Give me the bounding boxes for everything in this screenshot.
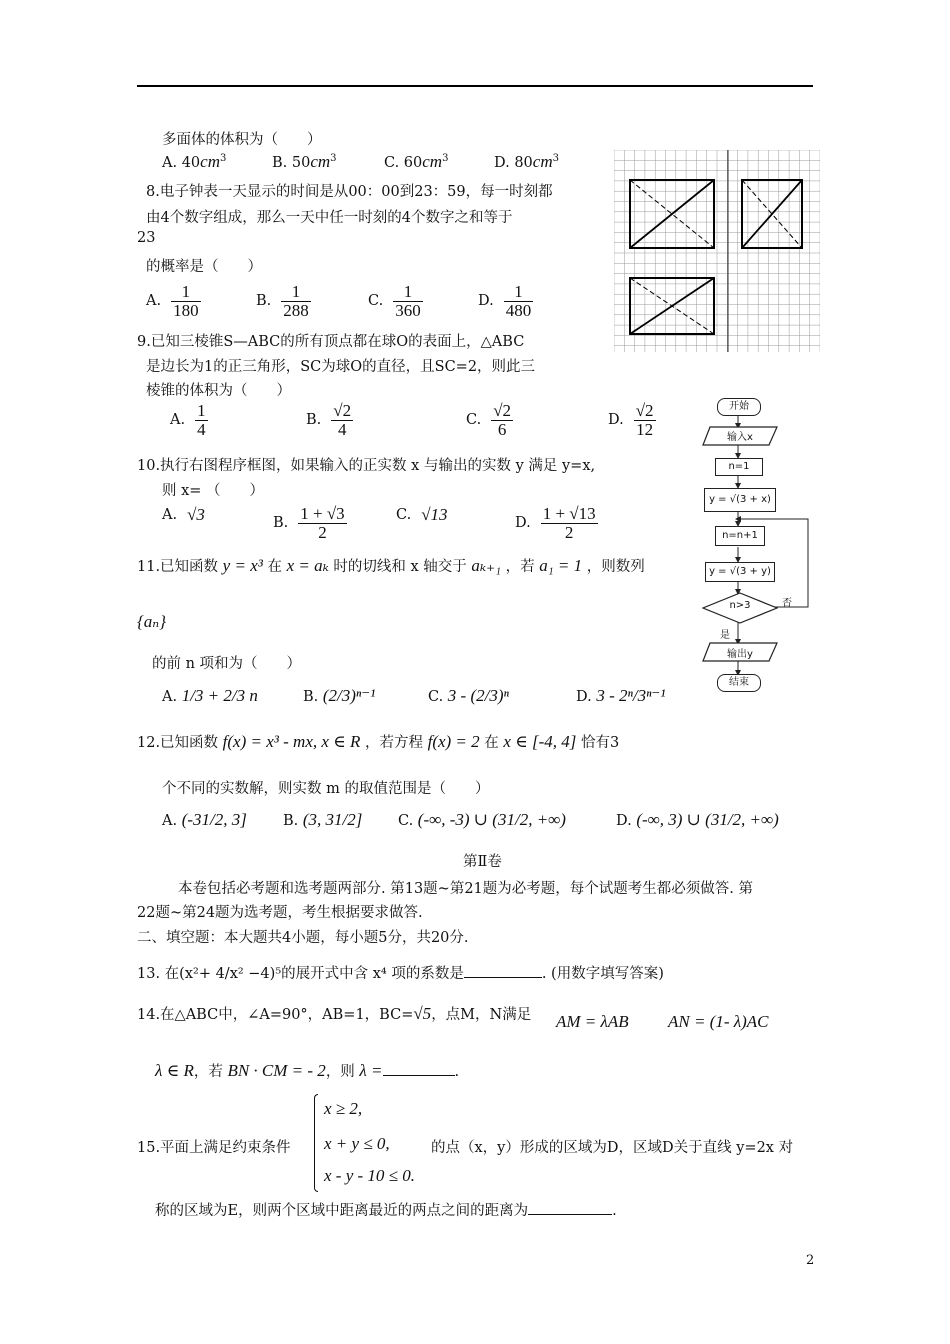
q7-option (162, 152, 226, 172)
option-letter: C. (368, 293, 384, 310)
q11-line1 (137, 555, 645, 576)
q13-blank[interactable] (464, 977, 542, 978)
option-numerator: √2 (493, 401, 512, 420)
q9-option (170, 402, 208, 439)
flowchart-output: 输出y (727, 649, 753, 660)
q14-ze: ，则 (325, 1064, 355, 1080)
option-denominator: 360 (395, 300, 421, 320)
option-letter: B. (256, 293, 272, 310)
option-value: 3 - 2ⁿ/3ⁿ⁻¹ (596, 686, 666, 705)
flowchart-no: 否 (782, 598, 792, 609)
q11-next: aₖ₊₁ (471, 556, 501, 575)
option-denominator: 2 (564, 522, 574, 542)
option-letter: D. (576, 689, 592, 705)
flowchart-n-inc: n=n+1 (715, 526, 765, 546)
q13-label: 13. (137, 966, 161, 982)
option-value: (2/3)ⁿ⁻¹ (322, 686, 376, 705)
q13-tail: . (用数字填写答案) (541, 966, 664, 982)
option-letter: D. (515, 515, 531, 532)
option-numerator: 1 + √13 (542, 504, 596, 523)
option-numerator: √2 (333, 401, 352, 420)
option-numerator: 1 + √3 (300, 504, 345, 523)
q10-option (162, 505, 205, 525)
option-fraction (331, 402, 353, 439)
q12-line2: 个不同的实数解，则实数 m 的取值范围是（ ） (162, 781, 490, 797)
option-unit: cm (422, 152, 443, 171)
q12-option (283, 810, 362, 830)
q7-stem: 多面体的体积为（ ） (162, 132, 322, 148)
q12-eq: f(x) = 2 (427, 732, 480, 751)
q8-line4: 的概率是（ ） (146, 259, 262, 275)
flowchart-n1: n=1 (715, 458, 763, 476)
option-value: (-∞, 3) ∪ (31/2, +∞) (636, 810, 779, 829)
part2-title: 第Ⅱ卷 (463, 854, 502, 870)
q15-line2 (155, 1199, 617, 1220)
q10-line1: 10.执行右图程序框图，如果输入的正实数 x 与输出的实数 y 满足 y=x, (137, 458, 596, 474)
option-denominator: 6 (497, 419, 507, 439)
option-value: √3 (187, 505, 205, 524)
q12-text-a: 12.已知函数 (137, 735, 219, 751)
part2-intro1: 本卷包括必考题和选考题两部分. 第13题~第21题为必考题，每个试题考生都必须做答. 第 (178, 881, 753, 897)
q7-option (384, 152, 448, 172)
option-denominator: 12 (636, 419, 654, 439)
q11-option (303, 686, 375, 706)
q14-an: AN = (1- λ)AC (668, 1012, 769, 1031)
q9-option (306, 402, 353, 439)
option-letter: B. (272, 155, 288, 171)
q9-option (608, 402, 656, 439)
q7-option (272, 152, 337, 172)
q11-text-b: 在 (267, 559, 282, 575)
q8-line1: 8.电子钟表一天显示的时间是从00：00到23：59，每一时刻都 (146, 184, 553, 200)
flowchart-cond: n>3 (729, 600, 751, 611)
option-fraction (171, 283, 201, 320)
q11-line3: 的前 n 项和为（ ） (152, 656, 302, 672)
option-letter: B. (303, 689, 319, 705)
q11-text-d: ，若 (505, 559, 535, 575)
q11-text-e: ，则数列 (586, 559, 645, 575)
q14-blank[interactable] (383, 1075, 455, 1076)
option-unit: cm (532, 152, 553, 171)
option-exponent: 3 (442, 153, 449, 165)
q10-option (515, 505, 598, 542)
q14-line2: λ ∈ R，若 BN · CM = - 2，则 λ = . (155, 1061, 460, 1080)
option-unit: cm (200, 152, 220, 171)
option-letter: D. (478, 293, 494, 310)
q11-func: y = x³ (222, 556, 263, 575)
option-fraction (541, 505, 598, 542)
flowchart-y2: y = √(3 + y) (705, 562, 775, 582)
q12-option (398, 810, 566, 830)
option-letter: C. (384, 155, 400, 171)
option-letter: A. (170, 412, 186, 429)
q15-line2-text: 称的区域为E，则两个区域中距离最近的两点之间的距离为 (155, 1203, 529, 1219)
q11-seq: {aₙ} (137, 612, 166, 631)
option-fraction (393, 283, 423, 320)
option-value: 60 (403, 155, 423, 171)
flowchart-input: 输入x (727, 432, 753, 443)
q14-lam: λ ∈ R (155, 1061, 194, 1080)
option-fraction (634, 402, 656, 439)
q15-c2: x + y ≤ 0, (324, 1134, 390, 1153)
q12-text-c: 在 (484, 735, 499, 751)
option-numerator: 1 (393, 283, 423, 302)
flowchart-y1: y = √(3 + x) (704, 488, 776, 512)
q14-ruo: ，若 (193, 1064, 223, 1080)
q11-at: x = aₖ (286, 556, 329, 575)
q10-option (273, 505, 347, 542)
q8-option (478, 283, 533, 320)
page-number: 2 (806, 1253, 815, 1268)
option-letter: B. (273, 515, 289, 532)
part2-intro2: 22题~第24题为选考题，考生根据要求做答. (137, 905, 423, 921)
option-value: √13 (421, 505, 448, 524)
q15-label: 15.平面上满足约束条件 (137, 1140, 291, 1156)
option-fraction (298, 505, 346, 542)
q11-option (162, 686, 258, 706)
option-letter: A. (162, 507, 178, 523)
q14-text: 14.在△ABC中，∠A=90°，AB=1，BC= (137, 1007, 414, 1023)
q12-domain: x ∈ [-4, 4] (503, 732, 577, 751)
q8-line2: 由4个数字组成，那么一天中任一时刻的4个数字之和等于 (146, 210, 513, 226)
q15-c3: x - y - 10 ≤ 0. (324, 1166, 415, 1185)
option-value: (3, 31/2] (302, 810, 363, 829)
q14-text-b: ，点M，N满足 (431, 1007, 532, 1023)
q15-end: . (612, 1203, 617, 1219)
q11-text-c: 时的切线和 x 轴交于 (333, 559, 467, 575)
q9-line1: 9.已知三棱锥S—ABC的所有顶点都在球O的表面上，△ABC (137, 334, 525, 350)
option-letter: A. (162, 813, 178, 829)
option-letter: C. (396, 507, 412, 523)
q12-line1 (137, 731, 619, 752)
q15-blank[interactable] (528, 1214, 612, 1215)
option-letter: C. (466, 412, 482, 429)
option-numerator: 1 (281, 283, 311, 302)
flowchart-end: 结束 (717, 674, 761, 692)
q9-line3: 棱锥的体积为（ ） (146, 383, 291, 399)
option-numerator: 1 (171, 283, 201, 302)
option-denominator: 2 (318, 522, 327, 542)
option-letter: D. (494, 155, 510, 171)
option-denominator: 480 (505, 300, 532, 320)
option-value: 1/3 + 2/3 n (181, 686, 258, 705)
option-letter: A. (162, 155, 178, 171)
flowchart-yes: 是 (720, 630, 730, 641)
option-numerator: √2 (635, 401, 654, 420)
option-letter: D. (616, 813, 632, 829)
q14-bc: √5 (413, 1004, 432, 1023)
q10-line2: 则 x= （ ） (162, 483, 265, 499)
q8-option (368, 283, 423, 320)
option-value: 3 - (2/3)ⁿ (447, 686, 509, 705)
option-value: 40 (181, 155, 201, 171)
option-letter: C. (428, 689, 444, 705)
option-value: 50 (291, 155, 311, 171)
q14-lam2: λ = (359, 1061, 383, 1080)
q15-c1: x ≥ 2, (324, 1099, 363, 1118)
option-denominator: 4 (197, 419, 206, 439)
q12-option (616, 810, 779, 830)
q15-brace (314, 1094, 318, 1192)
q9-option (466, 402, 513, 439)
q15-mid: 的点（x，y）形成的区域为D，区域D关于直线 y=2x 对 (431, 1140, 794, 1156)
q13-expr: 在(x²+ 4/x² −4)⁵的展开式中含 x⁴ 项的系数是 (164, 966, 464, 982)
option-letter: A. (146, 293, 162, 310)
q8-option (256, 283, 311, 320)
q14-am: AM = λAB (556, 1012, 629, 1031)
q11-init: a₁ = 1 (539, 556, 583, 575)
q14-line1 (137, 1003, 531, 1024)
q11-option (576, 686, 666, 706)
q9-line2: 是边长为1的正三角形，SC为球O的直径，且SC=2，则此三 (146, 359, 536, 375)
section-fill-in: 二、填空题：本大题共4小题，每小题5分，共20分. (137, 930, 469, 946)
option-letter: B. (306, 412, 322, 429)
q12-option (162, 810, 247, 830)
option-value: 80 (514, 155, 533, 171)
q12-text-b: ，若方程 (364, 735, 423, 751)
option-letter: B. (283, 813, 299, 829)
option-letter: A. (162, 689, 178, 705)
q10-option (396, 505, 448, 525)
option-fraction (491, 402, 513, 439)
header-rule (137, 85, 813, 87)
flowchart-start: 开始 (717, 398, 761, 416)
option-numerator: 1 (197, 401, 206, 420)
q11-text-a: 11.已知函数 (137, 559, 219, 575)
q7-option (494, 152, 559, 172)
q14-dot: BN · CM = - 2 (227, 1061, 326, 1080)
three-view-figure (614, 150, 820, 352)
option-exponent: 3 (219, 153, 227, 165)
option-value: (-31/2, 3] (181, 810, 247, 829)
option-unit: cm (310, 152, 331, 171)
q8-line3: 23 (137, 230, 156, 246)
option-fraction (504, 283, 534, 320)
option-exponent: 3 (330, 153, 337, 165)
option-exponent: 3 (552, 153, 559, 165)
option-numerator: 1 (504, 283, 534, 302)
q13 (137, 962, 664, 983)
option-denominator: 288 (283, 300, 309, 320)
option-denominator: 4 (337, 419, 347, 439)
option-fraction (281, 283, 311, 320)
option-fraction (195, 402, 208, 439)
option-letter: C. (398, 813, 414, 829)
option-letter: D. (608, 412, 624, 429)
q8-option (146, 283, 201, 320)
q11-option (428, 686, 509, 706)
option-denominator: 180 (173, 300, 199, 320)
q12-text-d: 恰有3 (581, 735, 620, 751)
q12-func: f(x) = x³ - mx, x ∈ R (222, 732, 361, 751)
option-value: (-∞, -3) ∪ (31/2, +∞) (417, 810, 566, 829)
